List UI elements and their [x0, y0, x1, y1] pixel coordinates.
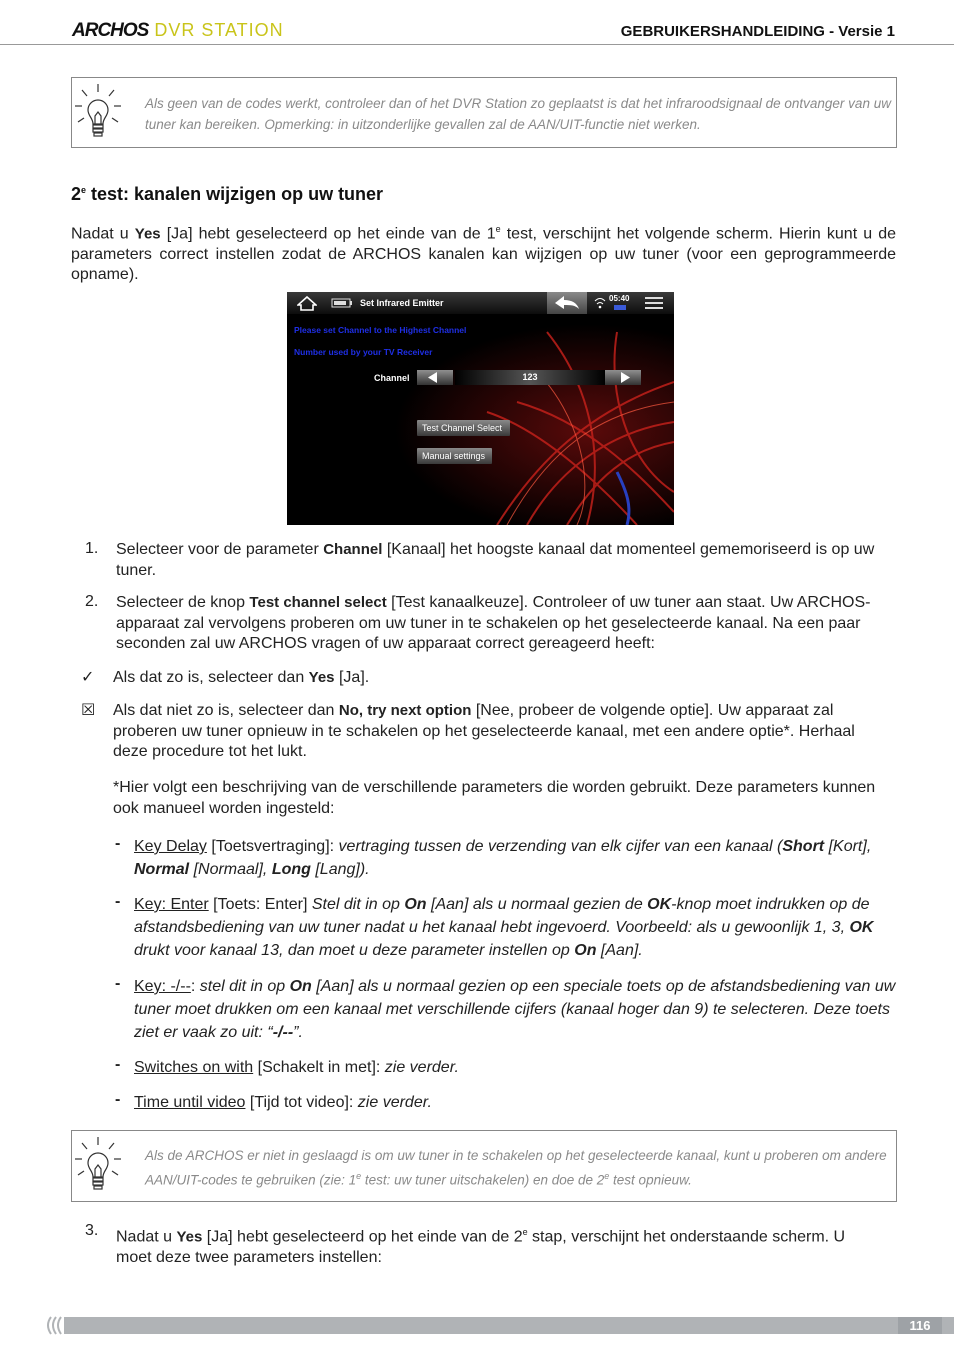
right-arrow-icon: [605, 370, 641, 385]
menu-icon[interactable]: [643, 295, 665, 311]
footer-decoration-icon: [44, 1315, 66, 1336]
lightbulb-icon: [74, 82, 122, 144]
brand-name: ARCHOS: [72, 20, 149, 41]
lightbulb-icon: [74, 1135, 122, 1197]
home-icon[interactable]: [297, 295, 317, 311]
step-1-text: Selecteer voor de parameter Channel [Kanaal] het hoogste kanaal dat momenteel gememoriseerd is op uw tuner.: [116, 541, 875, 579]
channel-label: Channel: [374, 373, 410, 383]
brand-logo: [72, 20, 284, 42]
clock-time: 05:40: [609, 294, 630, 303]
left-arrow-icon: [417, 370, 453, 385]
product-name: DVR STATION: [154, 20, 284, 40]
step-1-number: 1.: [85, 540, 99, 557]
signal-icon: [594, 295, 606, 311]
tip-text-2: Als de ARCHOS er niet in geslaagd is om uw tuner in te schakelen op het geselecteerde kanaal, kunt u proberen om andere AAN/UIT-codes te gebruiken (zie: 1e test: uw tuner uitschakelen) en doe de 2e test opnieuw.: [145, 1148, 887, 1188]
tip-box-2: [71, 1130, 897, 1202]
manual-settings-button[interactable]: Manual settings: [417, 448, 492, 464]
intro-paragraph: Nadat u Yes [Ja] hebt geselecteerd op het einde van de 1e test, verschijnt het volgende scherm. Hierin kunt u de parameters correct instellen zodat de ARCHOS kanalen kan wijzigen op uw tuner (voor een geprogrammeerde opname).: [71, 224, 897, 284]
footer-bar: [64, 1317, 954, 1334]
param-key-enter: Key: Enter [Toets: Enter] Stel dit in op On [Aan] als u normaal gezien de OK-knop moet indrukken op de afstandsbediening van uw tuner nadat u het kanaal hebt ingevoerd. Voorbeeld: als u gewoonlijk 1, 3, OK drukt voor kanaal 13, dan moet u deze parameter instellen op On [Aan].: [134, 896, 874, 959]
section-heading: 2e test: kanalen wijzigen op uw tuner: [71, 184, 384, 204]
bullet-dash: -: [115, 975, 121, 992]
tip-text-1: Als geen van de codes werkt, controleer dan of het DVR Station zo geplaatst is dat het infraroodsignaal de ontvanger van uw tuner kan bereiken. Opmerking: in uitzonderlijke gevallen zal de AAN/UIT-functie niet werken.: [145, 96, 891, 132]
bullet-dash: -: [115, 1056, 121, 1073]
device-screenshot: [287, 292, 674, 525]
param-switches-on-with: Switches on with [Schakelt in met]: zie verder.: [134, 1059, 459, 1076]
page-number: 116: [898, 1317, 942, 1334]
channel-value: 123: [522, 372, 538, 382]
step-2-text: Selecteer de knop Test channel select [Test kanaalkeuze]. Controleer of uw tuner aan staat. Uw ARCHOS-apparaat zal vervolgens proberen om uw tuner in te schakelen op het geselecteerde kanaal. Na een paar seconden zal uw ARCHOS vragen of uw apparaat correct gereageerd heeft:: [116, 594, 871, 652]
back-arrow-icon: [547, 292, 587, 314]
cross-text: Als dat niet zo is, selecteer dan No, try next option [Nee, probeer de volgende optie]. Uw apparaat zal proberen uw tuner opnieuw in te schakelen op het geselecteerde kanaal, met een andere optie*. Herhaal deze procedure tot het lukt.: [113, 702, 855, 760]
tip-box-1: [71, 77, 897, 148]
param-time-until-video: Time until video [Tijd tot video]: zie verder.: [134, 1094, 432, 1111]
param-key-delay: Key Delay [Toetsvertraging]: vertraging tussen de verzending van elk cijfer van een kanaal (Short [Kort], Normal [Normaal], Long [Lang]).: [134, 838, 872, 878]
cross-box-icon: ☒: [81, 702, 96, 719]
channel-increase-button[interactable]: [605, 370, 641, 385]
battery-icon: [331, 298, 353, 308]
back-button[interactable]: [547, 292, 587, 314]
step-3-number: 3.: [85, 1222, 99, 1239]
param-key-slash: Key: -/--: stel dit in op On [Aan] als u normaal gezien op een speciale toets op de afstandsbediening van uw tuner moet drukken om een kanaal met verschillende cijfers (kanaal hoger dan 9) te selecteren. Deze toets ziet er vaak zo uit: “-/--”.: [134, 978, 896, 1041]
document-title: GEBRUIKERSHANDLEIDING - Versie 1: [620, 23, 895, 40]
channel-decrease-button[interactable]: [417, 370, 453, 385]
bullet-dash: -: [115, 835, 121, 852]
instruction-line-1: Please set Channel to the Highest Channel: [294, 325, 467, 335]
check-text: Als dat zo is, selecteer dan Yes [Ja].: [113, 669, 370, 686]
test-channel-select-button[interactable]: Test Channel Select: [417, 420, 510, 436]
page-header: [0, 0, 954, 45]
status-icon: [613, 304, 627, 311]
bullet-dash: -: [115, 893, 121, 910]
step-2-number: 2.: [85, 593, 99, 610]
checkmark-icon: ✓: [81, 669, 95, 686]
step-3-text: Nadat u Yes [Ja] hebt geselecteerd op het einde van de 2e stap, verschijnt het onderstaande scherm. U moet deze twee parameters instellen:: [116, 1227, 846, 1266]
screen-title: Set Infrared Emitter: [360, 298, 444, 308]
bullet-dash: -: [115, 1091, 121, 1108]
channel-value-field[interactable]: [455, 370, 605, 385]
footnote-paragraph: *Hier volgt een beschrijving van de verschillende parameters die worden gebruikt. Deze parameters kunnen ook manueel worden ingesteld:: [113, 779, 876, 817]
instruction-line-2: Number used by your TV Receiver: [294, 347, 433, 357]
